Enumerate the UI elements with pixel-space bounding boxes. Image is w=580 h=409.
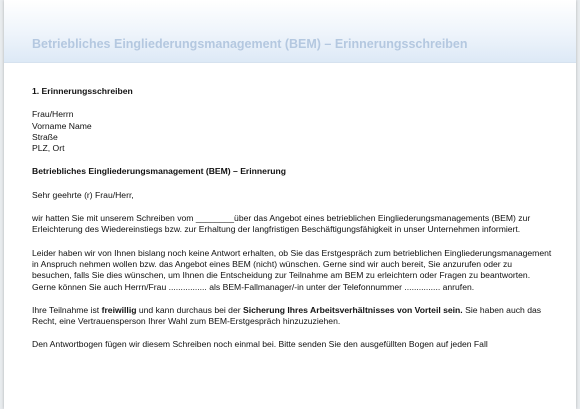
paragraph-4: Den Antwortbogen fügen wir diesem Schreiben noch einmal bei. Bitte senden Sie den ausgefüllten Bogen auf jeden Fall [32,339,488,350]
paragraph-1: wir hatten Sie mit unserem Schreiben vom ________über das Angebot eines betrieblichen Eingliederungsmanagements (BEM) zur Erleichterung des Wiedereinstiegs bzw. zur Erhaltung der langfristigen Beschäftigungsfähigkeit in unser Unternehmen informiert. [32,213,531,235]
document-body [32,86,554,351]
address-line: PLZ, Ort [32,143,65,154]
paragraph-3-text: Sie haben auch das Recht, eine Vertrauensperson Ihrer Wahl zum BEM-Erstgespräch hinzuzuziehen. [32,304,542,327]
address-line: Frau/Herrn [32,109,74,120]
address-line: Straße [32,131,58,142]
paragraph-3-text: Ihre Teilnahme ist [32,304,102,315]
document-page [4,0,576,409]
paragraph-3-text: und kann durchaus bei der [136,304,243,315]
subject-line: Betriebliches Eingliederungsmanagement (BEM) – Erinnerung [32,166,287,177]
address-line: Vorname Name [32,120,92,131]
section-title: 1. Erinnerungsschreiben [32,86,133,96]
salutation: Sehr geehrte (r) Frau/Herr, [32,189,134,200]
paragraph-3-bold: Sicherung Ihres Arbeitsverhältnisses von Vorteil sein. [243,304,463,315]
paragraph-3-bold: freiwillig [101,304,137,315]
paragraph-2: Leider haben wir von Ihnen bislang noch keine Antwort erhalten, ob Sie das Erstgespräch zum betrieblichen Eingliederungsmanagement in Anspruch nehmen wollen bzw. das Angebot eines BEM (nicht) wünschen. Gerne sind wir auch bereit, Sie anzurufen oder zu besuchen, falls Sie dies wünschen, um Ihnen die Entscheidung zur Teilnahme am BEM zu erleichtern oder Fragen zu beantworten. Gerne können Sie auch Herrn/Frau ................ als BEM-Fallmanager/-in unter der Telefonnummer ............... anrufen. [32,247,552,292]
paragraph-3 [32,305,554,328]
document-title: Betriebliches Eingliederungsmanagement (BEM) – Erinnerungsschreiben [32,37,468,51]
document-header [4,0,576,63]
